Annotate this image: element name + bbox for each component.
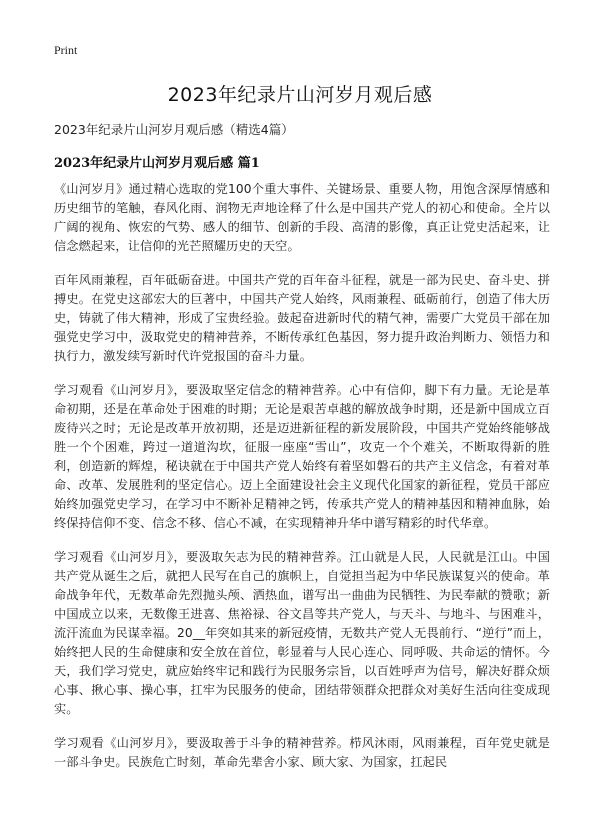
paragraph: 《山河岁月》通过精心选取的党100个重大事件、关键场景、重要人物，用饱含深厚情感和历史细节的笔触，春风化雨、润物无声地诠释了什么是中国共产党人的初心和使命。全片以广阔的视角、恢宏的气势、感人的细节、创新的手段、高清的影像，真正让党史活起来，让信念燃起来，让信仰的光芒照耀历史的天空。 <box>54 182 550 253</box>
section-heading: 2023年纪录片山河岁月观后感 篇1 <box>54 156 260 171</box>
paragraph: 学习观看《山河岁月》，要汲取坚定信念的精神营养。心中有信仰，脚下有力量。无论是革命初期，还是在革命处于困难的时期；无论是艰苦卓越的解放战争时期，还是新中国成立百废待兴之时；无论是改革开放初期，还是迈进新征程的新发展阶段，中国共产党始终能够战胜一个个困难，跨过一道道沟坎，征服一座座“雪山”，攻克一个个难关，不断取得新的胜利，创造新的辉煌，秘诀就在于中国共产党人始终有着坚如磐石的共产主义信念，有着对革命、改革、发展胜利的坚定信心。迈上全面建设社会主义现代化国家的新征程，党员干部应始终加强党史学习，在学习中不断补足精神之钙，传承共产党人的精神基因和精神血脉，始终保持信仰不变、信念不移、信心不减，在实现精神升华中谱写精彩的时代华章。 <box>54 383 550 530</box>
document-subtitle: 2023年纪录片山河岁月观后感（精选4篇） <box>54 122 294 137</box>
paragraph: 学习观看《山河岁月》，要汲取善于斗争的精神营养。栉风沐雨，风雨兼程，百年党史就是一部斗争史。民族危亡时刻，革命先辈舍小家、顾大家、为国家，扛起民 <box>54 736 550 769</box>
print-link[interactable]: Print <box>54 43 78 57</box>
document-title: 2023年纪录片山河岁月观后感 <box>167 84 433 106</box>
paragraph: 学习观看《山河岁月》，要汲取矢志为民的精神营养。江山就是人民，人民就是江山。中国共产党从诞生之后，就把人民写在自己的旗帜上，自觉担当起为中华民族谋复兴的使命。革命战争年代，无数革命先烈抛头颅、洒热血，谱写出一曲曲为民牺牲、为民奉献的赞歌；新中国成立以来，无数像王进喜、焦裕禄、谷文昌等共产党人，与天斗、与地斗、与困难斗，流汗流血为民谋幸福。20__年突如其来的新冠疫情，无数共产党人无畏前行、“逆行”而上，始终把人民的生命健康和安全放在首位，彰显着与人民心连心、同呼吸、共命运的情怀。今天，我们学习党史，就应始终牢记和践行为民服务宗旨，以百姓呼声为信号，解决好群众烦心事、揪心事、操心事，扛牢为民服务的使命，团结带领群众把群众对美好生活向往变成现实。 <box>54 550 550 716</box>
paragraph: 百年风雨兼程，百年砥砺奋进。中国共产党的百年奋斗征程，就是一部为民史、奋斗史、拼搏史。在党史这部宏大的巨著中，中国共产党人始终，风雨兼程、砥砺前行，创造了伟大历史，铸就了伟大精神，形成了宝贵经验。鼓起奋进新时代的精气神，需要广大党员干部在加强党史学习中，汲取党史的精神营养，不断传承红色基因，努力提升政治判断力、领悟力和执行力，激发续写新时代许党报国的奋斗力量。 <box>54 273 550 363</box>
article-body <box>54 180 550 787</box>
